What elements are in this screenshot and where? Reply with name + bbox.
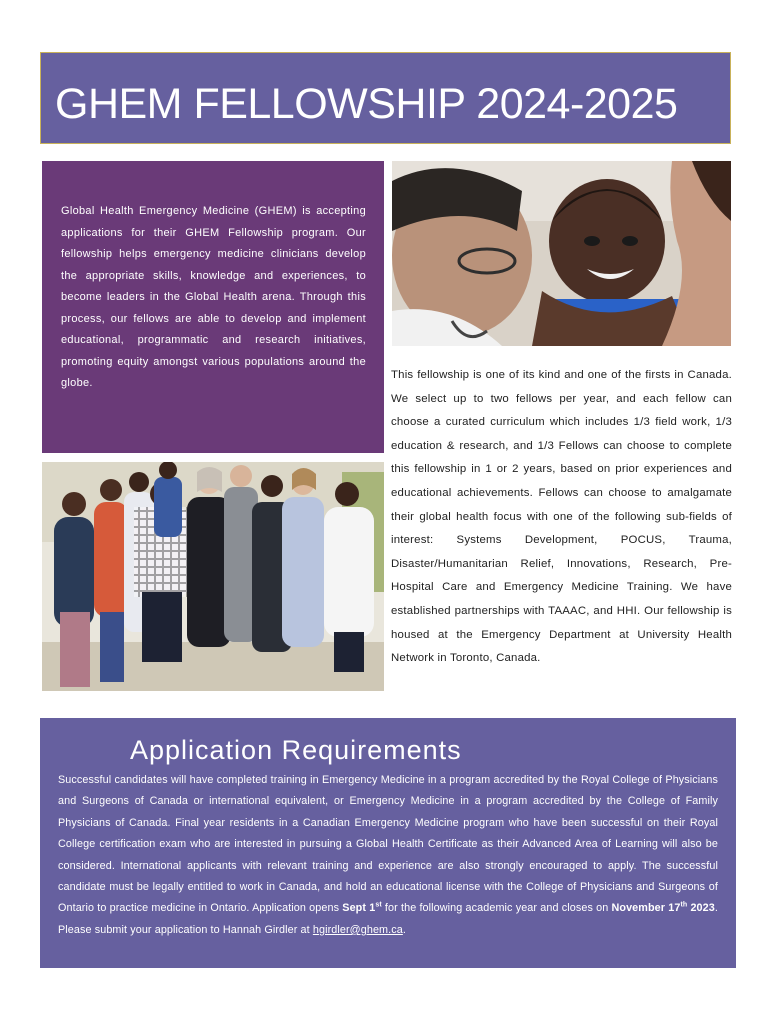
contact-email-link[interactable]: hgirdler@ghem.ca [312, 923, 403, 936]
close-year: 2023 [687, 902, 715, 915]
intro-text: Global Health Emergency Medicine (GHEM) is accepting applications for their GHEM Fellowship program. Our fellowship helps emergency medicine clinicians develop the appropriate skills, knowledge and experiences, to become leaders in the Global Health arena. Through this process, our fellows are able to develop and implement educational, programmatic and research initiatives, promoting equity amongst various populations around the globe. [61, 205, 366, 389]
open-date [342, 902, 382, 914]
requirements-text-part: . Please submit your application to Hannah Girdler at [58, 902, 718, 936]
requirements-text [58, 770, 718, 941]
open-date-text: Sept 1 [342, 902, 376, 915]
intro-box [42, 161, 384, 453]
close-date-text: November 17 [611, 902, 681, 915]
close-date-suffix: th [680, 901, 688, 909]
fellowship-description: This fellowship is one of its kind and one of the firsts in Canada. We select up to two fellows per year, and each fellow can choose a curated curriculum which includes 1/3 field work, 1/3 education & research, and 1/3 Fellows can choose to complete this fellowship in 1 or 2 years, based on prior experiences and educational achievements. Fellows can choose to amalgamate their global health focus with one of the following sub-fields of interest: Systems Development, POCUS, Trauma, Disaster/Humanitarian Relief, Innovations, Research, Pre-Hospital Care and Emergency Medicine Training. We have established partnerships with TAAAC, and HHI. Our fellowship is housed at the Emergency Department at University Health Network in Toronto, Canada. [391, 369, 732, 665]
open-date-suffix: st [375, 901, 382, 909]
requirements-text-part: Successful candidates will have completed training in Emergency Medicine in a program accredited by the Royal College of Physicians and Surgeons of Canada or international equivalent, or Emergency Medicine in a program accredited by the College of Family Physicians of Canada. Final year residents in a Canadian Emergency Medicine program who have been successful on their Royal College certification exam who are interested in pursuing a Global Health Certificate as their Advanced Area of Learning will also be considered. International applicants with relevant training and experience are also strongly encouraged to apply. The successful candidate must be legally entitled to work in Canada, and hold an educational license with the College of Physicians and Surgeons of Ontario to practice medicine in Ontario. Application opens [58, 774, 718, 915]
requirements-text-part: for the following academic year and closes on [381, 902, 612, 915]
title-banner [40, 52, 731, 144]
application-requirements-box [40, 718, 736, 968]
close-date [611, 902, 714, 914]
requirements-text-part: . [402, 923, 406, 936]
requirements-heading: Application Requirements [130, 735, 462, 765]
page-title: GHEM FELLOWSHIP 2024-2025 [55, 80, 678, 128]
photo-group-of-fellows [42, 462, 384, 691]
photo-doctor-with-child [392, 161, 731, 346]
